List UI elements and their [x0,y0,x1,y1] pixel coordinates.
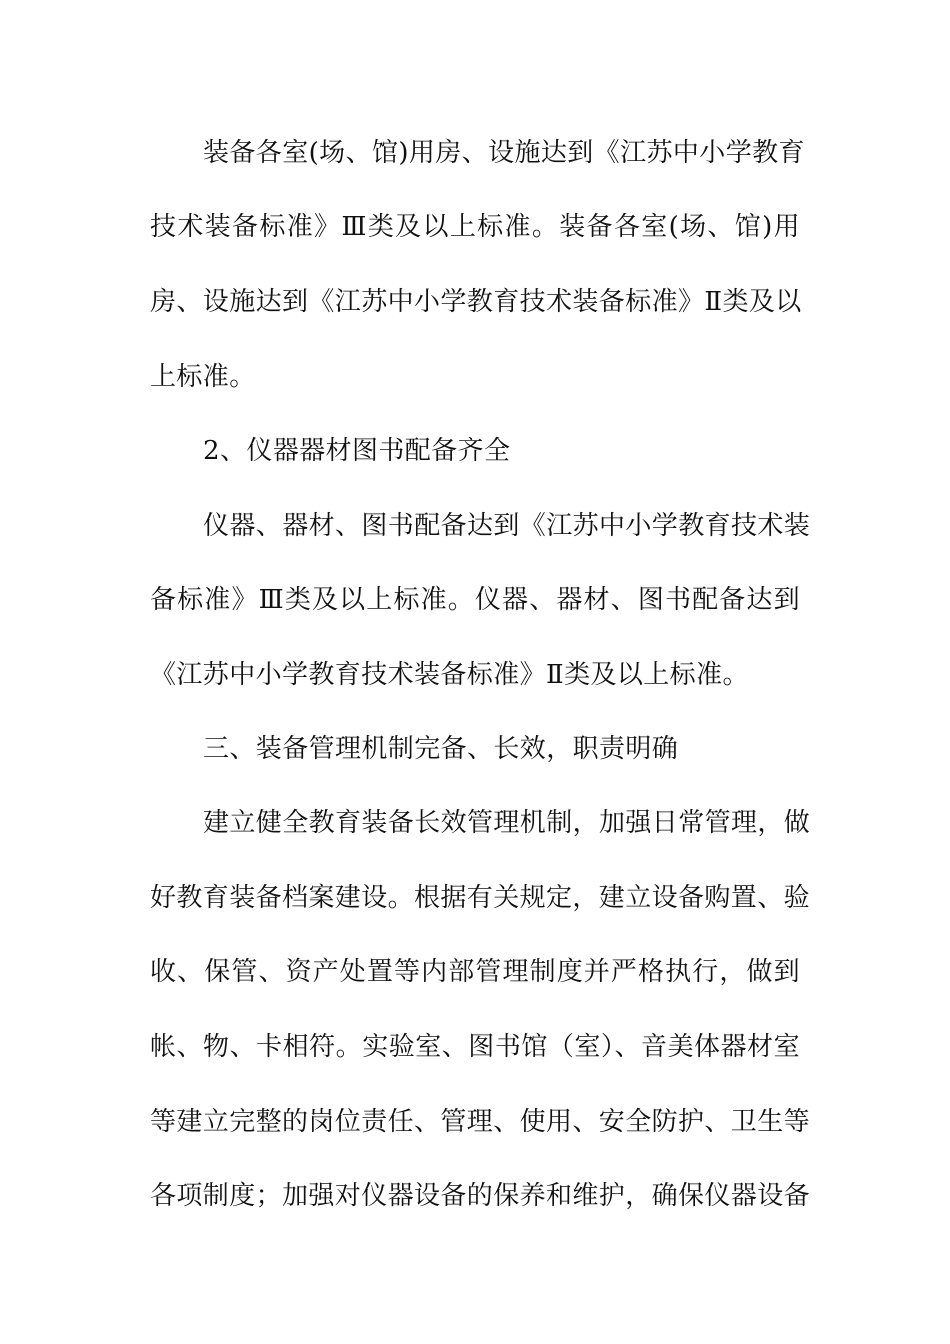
paragraph-line: 上标准。 [150,362,256,392]
paragraph-line: 帐、物、卡相符。实验室、图书馆（室）、音美体器材室 [150,1032,800,1062]
paragraph-line: 房、设施达到《江苏中小学教育技术装备标准》Ⅱ类及以 [150,287,802,317]
section-heading: 三、装备管理机制完备、长效，职责明确 [203,734,679,764]
paragraph-line: 装备各室(场、馆)用房、设施达到《江苏中小学教育 [203,138,805,168]
paragraph-line: 好教育装备档案建设。根据有关规定，建立设备购置、验 [150,883,811,913]
paragraph-line: 技术装备标准》Ⅲ类及以上标准。装备各室(场、馆)用 [150,212,800,242]
paragraph-line: 各项制度；加强对仪器设备的保养和维护，确保仪器设备 [150,1181,811,1211]
paragraph-line: 仪器、器材、图书配备达到《江苏中小学教育技术装 [203,511,811,541]
paragraph-line: 《江苏中小学教育技术装备标准》Ⅱ类及以上标准。 [150,660,749,690]
paragraph-line: 备标准》Ⅲ类及以上标准。仪器、器材、图书配备达到 [150,585,800,615]
paragraph-line: 收、保管、资产处置等内部管理制度并严格执行，做到 [150,957,800,987]
section-heading: 2、仪器器材图书配备齐全 [203,436,511,466]
paragraph-line: 建立健全教育装备长效管理机制，加强日常管理，做 [203,808,811,838]
paragraph-line: 等建立完整的岗位责任、管理、使用、安全防护、卫生等 [150,1107,811,1137]
